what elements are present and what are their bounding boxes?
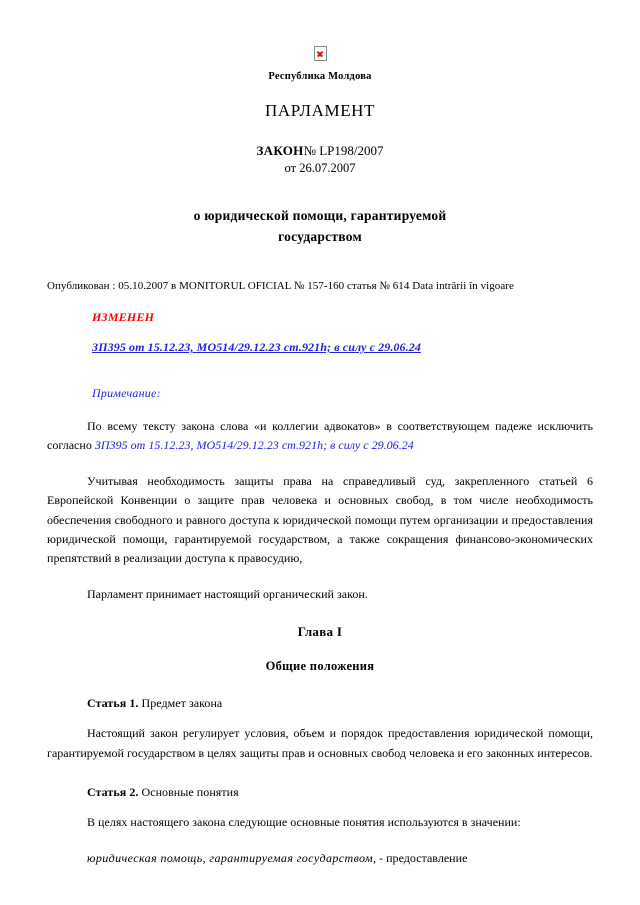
article-1-title: Предмет закона <box>138 696 223 711</box>
law-label: ЗАКОН <box>256 143 304 158</box>
definition-term: юридическая помощь, гарантируемая государством <box>87 850 374 865</box>
institution-heading: ПАРЛАМЕНТ <box>264 101 376 120</box>
country-heading: Республика Молдова <box>268 71 372 82</box>
document-title-line-2: государством <box>278 228 362 244</box>
article-1-number: Статья 1. <box>87 696 139 711</box>
note-text: По всему тексту закона слова «и коллегии адвокатов» в соответствующем падеже исключить согласно <box>47 418 593 453</box>
note-title: Примечание: <box>92 385 161 400</box>
article-1-heading <box>47 696 593 711</box>
amendment-block <box>47 310 593 356</box>
law-number-line <box>47 143 593 159</box>
chapter-number: Глава I <box>297 624 343 640</box>
document-title-line-1: о юридической помощи, гарантируемой <box>193 208 447 223</box>
note-reference: ЗП395 от 15.12.23, МО514/29.12.23 ст.921h; в силу с 29.06.24 <box>94 438 414 453</box>
publication-line: Опубликован : 05.10.2007 в MONITORUL OFICIAL № 157-160 статья № 614 Data intrării în vigoare <box>47 279 514 292</box>
broken-image-icon <box>314 46 327 61</box>
amendment-reference-link[interactable]: ЗП395 от 15.12.23, МО514/29.12.23 ст.921h; в силу с 29.06.24 <box>92 339 421 354</box>
article-2-number: Статья 2. <box>87 785 139 800</box>
law-date: от 26.07.2007 <box>284 161 356 175</box>
definition-paragraph <box>47 849 593 868</box>
article-2-title: Основные понятия <box>138 785 239 800</box>
article-2-body: В целях настоящего закона следующие основные понятия используются в значении: <box>87 815 521 830</box>
article-1-body: Настоящий закон регулирует условия, объем и порядок предоставления юридической помощи, гарантируемой государством в целях защиты прав и основных свобод человека и его законных интересов. <box>47 726 593 760</box>
preamble-paragraph: Учитывая необходимость защиты права на справедливый суд, закрепленного статьей 6 Европейской Конвенции о защите прав человека и основных свобод, в том числе необходимость обеспечения свободного и равного доступа к юридической помощи путем организации и предоставления юридической помощи, гарантируемой государством, а также сокращения финансово-экономических препятствий в реализации доступа к правосудию, <box>47 473 593 566</box>
amendment-status-label: ИЗМЕНЕН <box>92 309 155 324</box>
note-paragraph <box>47 417 593 456</box>
law-number: № LP198/2007 <box>303 143 384 158</box>
article-2-heading <box>47 785 593 800</box>
chapter-title: Общие положения <box>265 659 375 674</box>
document-title <box>47 206 593 248</box>
emblem-container <box>47 0 593 61</box>
adoption-paragraph: Парламент принимает настоящий органический закон. <box>87 586 368 601</box>
definition-rest: , - предоставление <box>373 850 468 865</box>
